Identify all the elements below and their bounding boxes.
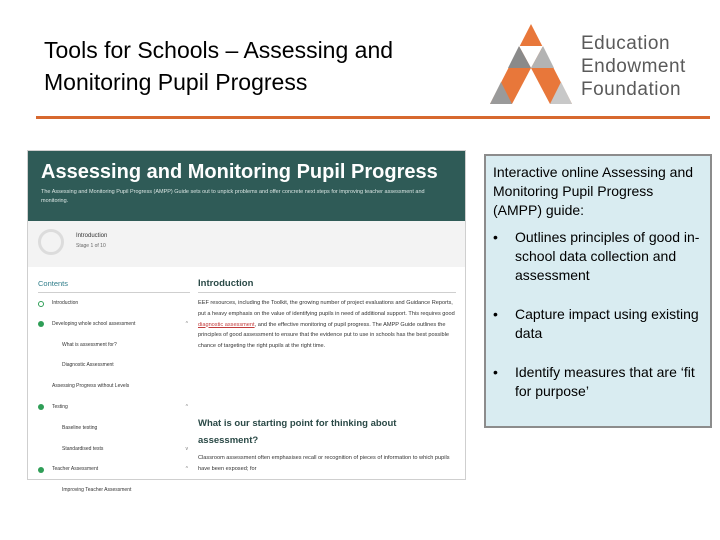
eef-logo-mark <box>488 22 574 108</box>
contents-item-label: Standardised tests <box>62 445 104 452</box>
info-bullet <box>493 228 707 285</box>
ampp-guide-screenshot <box>27 150 466 494</box>
contents-item-label: What is assessment for? <box>62 341 117 348</box>
stage-name: Introduction <box>76 233 108 239</box>
check-circle-icon <box>38 321 44 327</box>
bullet-icon: • <box>493 306 498 322</box>
contents-item-label: Diagnostic Assessment <box>62 362 114 369</box>
contents-item <box>36 486 194 495</box>
contents-item-label: Improving Teacher Assessment <box>62 487 132 494</box>
info-bullet <box>493 305 707 343</box>
contents-item <box>36 445 194 454</box>
introduction-text-part-2: , and the effective monitoring of pupil progress. The AMPP Guide outlines the principles of good assessment to ensure that the evidence put to use in schools has the best possible chance of targeting the right pupils at the right time. <box>198 321 449 350</box>
contents-item <box>36 320 194 329</box>
bullet-icon: • <box>493 229 498 245</box>
info-bullet-text: Outlines principles of good in-school data collection and assessment <box>515 229 700 283</box>
starting-point-text: Classroom assessment often emphasises recall or recognition of pieces of information to which pupils have been exposed; for <box>198 455 450 472</box>
info-bullet-text: Identify measures that are ‘fit for purpose’ <box>515 364 695 399</box>
info-intro: Interactive online Assessing and Monitoring Pupil Progress (AMPP) guide: <box>493 164 694 218</box>
info-bullets <box>493 228 707 421</box>
contents-item <box>36 382 194 391</box>
contents-item-label: Developing whole school assessment <box>52 320 136 327</box>
chevron-up-icon: ^ <box>185 466 188 473</box>
stage-count: Stage 1 of 10 <box>76 243 106 249</box>
contents-list <box>36 299 194 507</box>
introduction-text-part-1: EEF resources, including the Toolkit, the growing number of project evaluations and Guidance Reports, put a heavy emphasis on the value of identifying pupils in need of additional support. This requires good <box>198 300 455 317</box>
empty-circle-icon <box>38 301 44 307</box>
contents-item-label: Baseline testing <box>62 424 98 431</box>
contents-item-label: Introduction <box>52 300 79 306</box>
contents-item <box>36 424 194 433</box>
slide-title: Tools for Schools – Assessing and Monitoring Pupil Progress <box>44 37 394 95</box>
progress-ring-icon <box>38 229 64 255</box>
chevron-up-icon: ^ <box>185 320 188 327</box>
logo-word-foundation: Foundation <box>581 79 682 100</box>
guide-heading: Assessing and Monitoring Pupil Progress <box>41 161 438 183</box>
bullet-icon: • <box>493 364 498 380</box>
starting-point-heading: What is our starting point for thinking about assessment? <box>198 418 397 446</box>
diagnostic-assessment-link: diagnostic assessment <box>198 321 255 328</box>
contents-item <box>36 299 194 308</box>
chevron-down-icon: v <box>185 445 188 452</box>
introduction-divider <box>198 292 456 293</box>
chevron-up-icon: ^ <box>185 403 188 410</box>
contents-item-label: Assessing Progress without Levels <box>52 383 130 390</box>
contents-item <box>36 465 194 474</box>
info-bullet-text: Capture impact using existing data <box>515 306 699 341</box>
contents-item-label: Testing <box>52 403 68 410</box>
eef-logo-wordmark <box>581 32 686 101</box>
info-bullet <box>493 363 707 401</box>
title-divider <box>36 116 710 119</box>
contents-item <box>36 361 194 370</box>
eef-logo <box>488 22 708 108</box>
contents-divider <box>38 292 190 293</box>
check-circle-icon <box>38 404 44 410</box>
ampp-info-box <box>484 154 712 428</box>
introduction-heading: Introduction <box>198 278 254 289</box>
introduction-text <box>198 298 458 352</box>
contents-item <box>36 403 194 412</box>
logo-word-education: Education <box>581 33 671 54</box>
contents-item-label: Teacher Assessment <box>52 466 99 473</box>
guide-banner <box>28 151 465 221</box>
contents-item <box>36 341 194 350</box>
guide-subheading: The Assessing and Monitoring Pupil Progress (AMPP) Guide sets out to unpick problems and offer concrete next steps for improving teacher assessment and monitoring. <box>41 189 425 204</box>
contents-heading: Contents <box>38 279 69 288</box>
stage-indicator <box>28 221 465 267</box>
logo-word-endowment: Endowment <box>581 56 686 77</box>
check-circle-icon <box>38 467 44 473</box>
